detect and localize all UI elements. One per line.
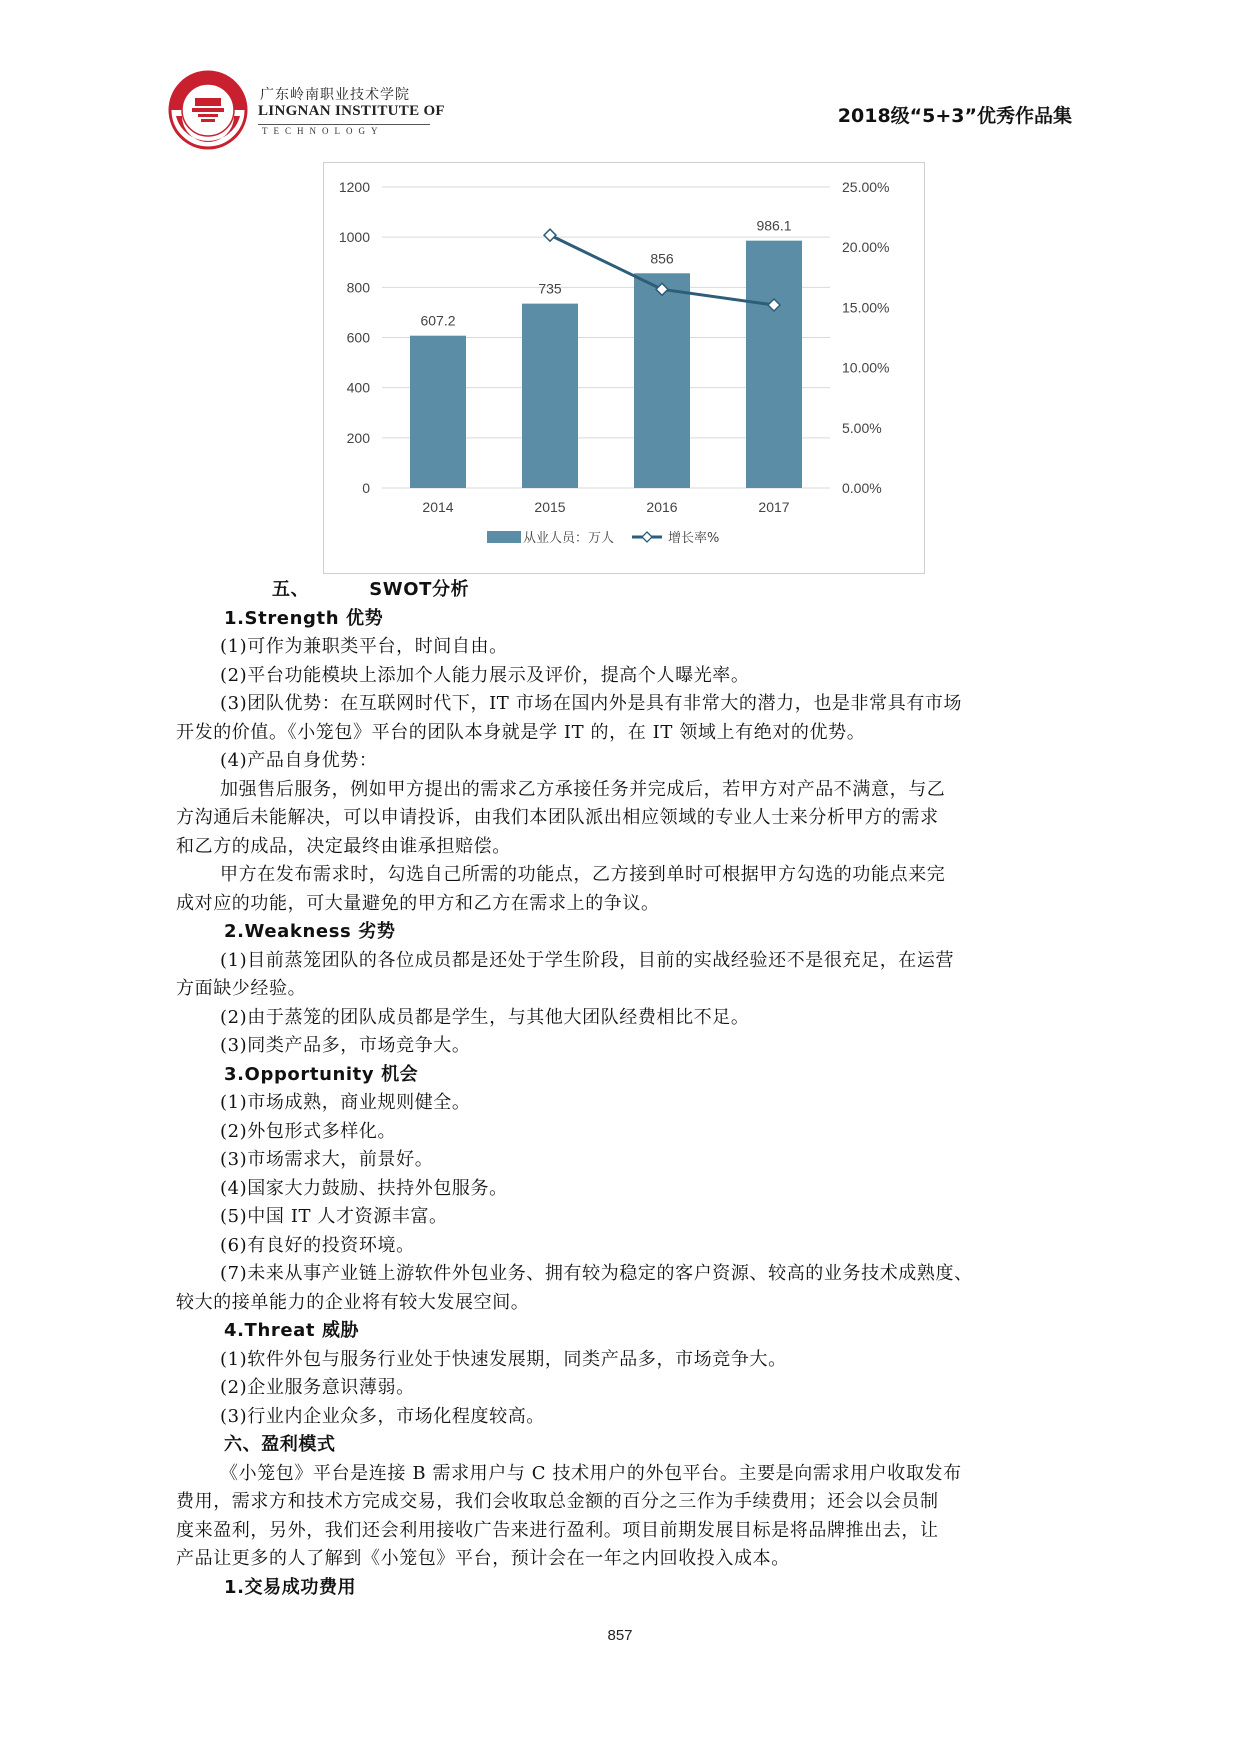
y-right-tick-label: 15.00% — [842, 299, 890, 316]
collection-title: 2018级“5+3”优秀作品集 — [837, 105, 1072, 127]
section-5-heading — [176, 576, 1076, 605]
strength-heading: 1.Strength 优势 — [224, 607, 384, 629]
header-divider — [258, 124, 430, 125]
section-5-title: SWOT分析 — [369, 579, 470, 600]
bar-data-label: 856 — [650, 250, 674, 267]
threat-line: (1)软件外包与服务行业处于快速发展期，同类产品多，市场竞争大。 — [220, 1348, 787, 1370]
strength-line: 成对应的功能，可大量避免的甲方和乙方在需求上的争议。 — [176, 892, 660, 914]
weakness-line: (2)由于蒸笼的团队成员都是学生，与其他大团队经费相比不足。 — [220, 1006, 750, 1028]
bar — [634, 273, 690, 488]
opportunity-line: (2)外包形式多样化。 — [220, 1120, 397, 1142]
legend-line-marker — [642, 532, 652, 542]
opportunity-line: (4)国家大力鼓励、扶持外包服务。 — [220, 1177, 508, 1199]
page-number: 857 — [607, 1627, 633, 1644]
y-left-tick-label: 0 — [362, 480, 370, 496]
strength-line: (1)可作为兼职类平台，时间自由。 — [220, 636, 508, 657]
strength-line: 和乙方的成品，决定最终由谁承担赔偿。 — [176, 835, 511, 857]
bar-data-label: 735 — [538, 280, 562, 297]
chart-canvas — [324, 163, 924, 573]
strength-line: (3)团队优势：在互联网时代下，IT 市场在国内外是具有非常大的潜力，也是非常具有市场 — [220, 693, 963, 714]
opportunity-heading: 3.Opportunity 机会 — [224, 1063, 419, 1085]
profit-model-line: 《小笼包》平台是连接 B 需求用户与 C 技术用户的外包平台。主要是向需求用户收取发布 — [220, 1462, 962, 1484]
institute-name-en-line2: TECHNOLOGY — [262, 126, 384, 136]
weakness-heading: 2.Weakness 劣势 — [224, 921, 396, 942]
weakness-line: (1)目前蒸笼团队的各位成员都是还处于学生阶段，目前的实战经验还不是很充足，在运营 — [220, 949, 955, 971]
bar — [522, 304, 578, 488]
bar-data-label: 986.1 — [756, 217, 792, 234]
opportunity-line: 较大的接单能力的企业将有较大发展空间。 — [176, 1291, 530, 1313]
strength-line: (2)平台功能模块上添加个人能力展示及评价，提高个人曝光率。 — [220, 664, 750, 686]
growth-rate-marker — [544, 229, 556, 241]
opportunity-line: (7)未来从事产业链上游软件外包业务、拥有较为稳定的客户资源、较高的业务技术成熟度、 — [220, 1263, 973, 1284]
y-right-tick-label: 25.00% — [842, 179, 890, 195]
institute-name-cn: 广东岭南职业技术学院 — [260, 87, 410, 103]
bar — [746, 241, 802, 488]
y-left-tick-label: 1200 — [338, 179, 370, 195]
weakness-line: 方面缺少经验。 — [176, 978, 307, 999]
opportunity-line: (1)市场成熟，商业规则健全。 — [220, 1092, 471, 1113]
opportunity-line: (5)中国 IT 人才资源丰富。 — [220, 1206, 448, 1227]
section-6-heading: 六、盈利模式 — [224, 1434, 336, 1455]
weakness-line: (3)同类产品多，市场竞争大。 — [220, 1035, 471, 1056]
strength-line: 方沟通后未能解决，可以申请投诉，由我们本团队派出相应领域的专业人士来分析甲方的需求 — [176, 807, 939, 828]
opportunity-line: (6)有良好的投资环境。 — [220, 1234, 415, 1256]
y-left-tick-label: 600 — [346, 329, 370, 346]
bar — [410, 336, 466, 488]
threat-heading: 4.Threat 威胁 — [224, 1320, 360, 1341]
x-tick-label: 2015 — [534, 499, 566, 515]
strength-line: 加强售后服务，例如甲方提出的需求乙方承接任务并完成后，若甲方对产品不满意，与乙 — [220, 778, 946, 800]
y-left-tick-label: 400 — [346, 379, 370, 396]
x-tick-label: 2016 — [646, 499, 678, 515]
bar-data-label: 607.2 — [420, 312, 456, 329]
strength-line: 甲方在发布需求时，勾选自己所需的功能点，乙方接到单时可根据甲方勾选的功能点来完 — [220, 864, 946, 885]
profit-model-line: 费用，需求方和技术方完成交易，我们会收取总金额的百分之三作为手续费用；还会以会员制 — [176, 1491, 939, 1512]
y-left-tick-label: 1000 — [338, 229, 370, 246]
y-left-tick-label: 200 — [346, 429, 370, 446]
y-right-tick-label: 20.00% — [842, 239, 890, 256]
x-tick-label: 2017 — [758, 499, 790, 515]
employment-chart — [323, 162, 925, 574]
document-body — [176, 576, 1076, 1602]
threat-line: (2)企业服务意识薄弱。 — [220, 1377, 415, 1398]
legend-bar-swatch — [487, 531, 521, 543]
y-left-tick-label: 800 — [346, 279, 370, 296]
strength-line: (4)产品自身优势： — [220, 750, 378, 771]
transaction-fee-heading: 1.交易成功费用 — [224, 1576, 357, 1598]
legend-line-label: 增长率% — [668, 531, 720, 546]
y-right-tick-label: 5.00% — [842, 419, 882, 436]
opportunity-line: (3)市场需求大，前景好。 — [220, 1149, 434, 1170]
y-right-tick-label: 10.00% — [842, 359, 890, 376]
threat-line: (3)行业内企业众多，市场化程度较高。 — [220, 1405, 545, 1427]
strength-line: 开发的价值。《小笼包》平台的团队本身就是学 IT 的，在 IT 领域上有绝对的优势。 — [176, 721, 866, 743]
legend-bar-label: 从业人员：万人 — [523, 531, 615, 546]
x-tick-label: 2014 — [422, 499, 454, 515]
y-right-tick-label: 0.00% — [842, 480, 882, 496]
institute-name-en: LINGNAN INSTITUTE OF — [258, 103, 445, 119]
section-5-number: 五、 — [272, 579, 310, 600]
profit-model-line: 产品让更多的人了解到《小笼包》平台，预计会在一年之内回收投入成本。 — [176, 1548, 790, 1569]
institute-logo — [168, 70, 248, 150]
profit-model-line: 度来盈利，另外，我们还会利用接收广告来进行盈利。项目前期发展目标是将品牌推出去，让 — [176, 1519, 939, 1541]
